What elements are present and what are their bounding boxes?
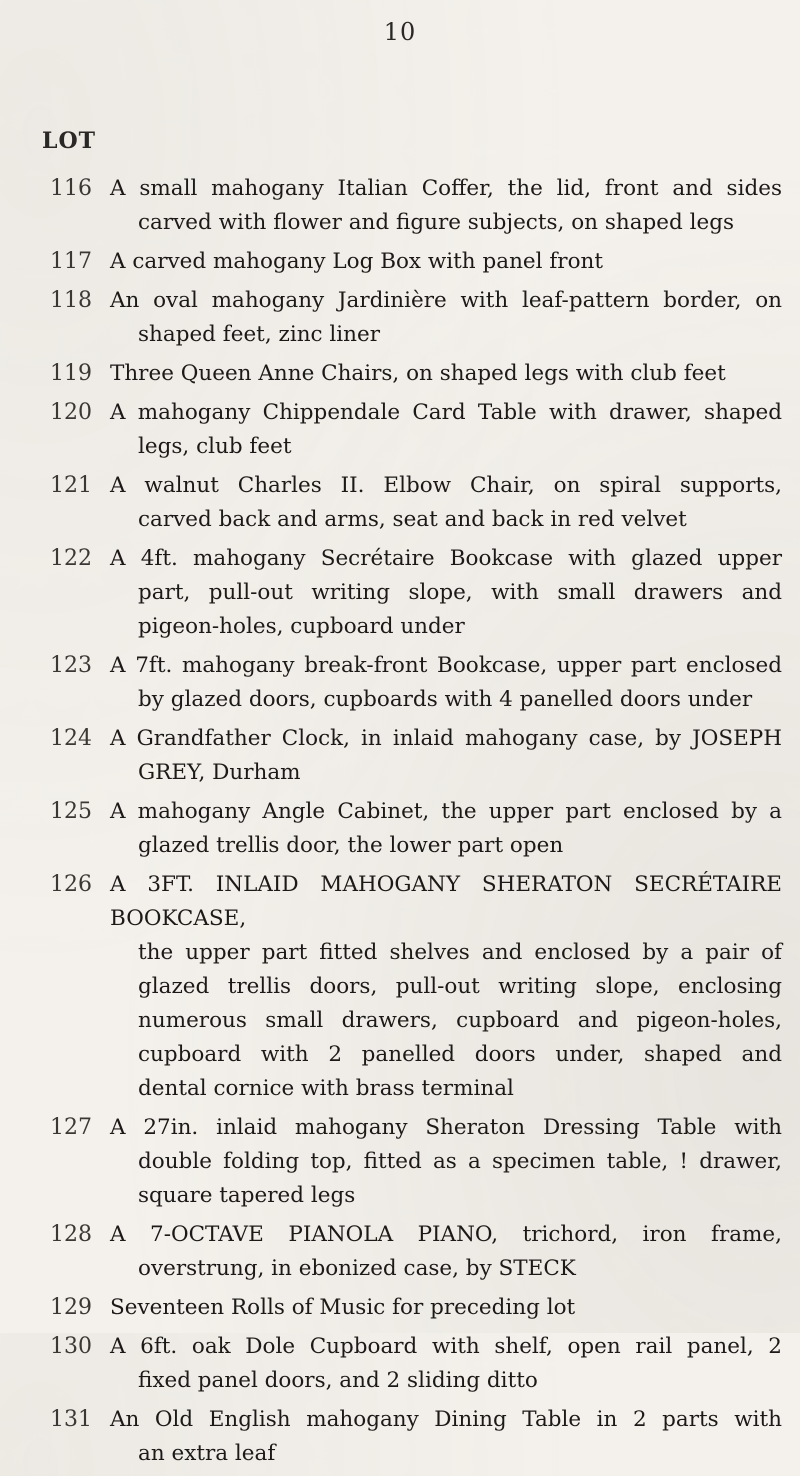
lot-description-line: Seventeen Rolls of Music for preceding lot: [110, 1295, 576, 1320]
page-number: 10: [383, 18, 417, 46]
lot-description-line: an extra leaf: [138, 1441, 276, 1466]
lot-description-line: A small mahogany Italian Coffer, the lid, front and sides: [110, 176, 782, 201]
lot-entry: [30, 172, 790, 240]
lot-number: 124: [50, 726, 92, 751]
lot-description: [110, 868, 790, 1106]
lot-description: [110, 245, 790, 279]
lot-description: [110, 172, 790, 240]
lot-description: [110, 542, 790, 644]
lot-description: [110, 1330, 790, 1398]
lot-description: [110, 396, 790, 464]
lot-description-line: legs, club feet: [138, 434, 292, 459]
lot-number: 130: [50, 1334, 92, 1359]
lot-number: 119: [50, 361, 92, 386]
lot-description-line: An oval mahogany Jardinière with leaf-pattern border, on: [110, 288, 782, 313]
lot-entry: [30, 469, 790, 537]
lot-entry: [30, 245, 790, 279]
lot-description: [110, 1291, 790, 1325]
lot-description: [110, 722, 790, 790]
lot-description-line: square tapered legs: [138, 1183, 356, 1208]
lot-description-line: An Old English mahogany Dining Table in 2 parts with: [110, 1407, 782, 1432]
lot-number: 117: [50, 249, 92, 274]
lot-description: [110, 469, 790, 537]
lot-description-line: carved back and arms, seat and back in red velvet: [138, 507, 687, 532]
lot-description: [110, 357, 790, 391]
lot-number: 116: [50, 176, 92, 201]
lot-description-line: A 27in. inlaid mahogany Sheraton Dressing Table with: [110, 1115, 782, 1140]
lot-description-line: the upper part fitted shelves and enclosed by a pair of: [138, 940, 782, 965]
lot-description-line: A 7ft. mahogany break-front Bookcase, upper part enclosed: [110, 653, 782, 678]
lot-description-line: A 4ft. mahogany Secrétaire Bookcase with glazed upper: [110, 546, 782, 571]
lot-entry: [30, 1291, 790, 1325]
lot-entry: [30, 357, 790, 391]
lot-description-line: A carved mahogany Log Box with panel front: [110, 249, 604, 274]
lot-description-line: pigeon-holes, cupboard under: [138, 614, 465, 639]
lot-number: 129: [50, 1295, 92, 1320]
lot-number: 118: [50, 288, 92, 313]
lot-description-line: A walnut Charles II. Elbow Chair, on spiral supports,: [110, 473, 782, 498]
lot-description-line: glazed trellis door, the lower part open: [138, 833, 564, 858]
lot-number: 122: [50, 546, 92, 571]
lot-description-line: dental cornice with brass terminal: [138, 1076, 514, 1101]
lot-entry: [30, 868, 790, 1106]
lot-entry: [30, 542, 790, 644]
lot-entry: [30, 649, 790, 717]
lot-description-line: fixed panel doors, and 2 sliding ditto: [138, 1368, 538, 1393]
lot-description: [110, 284, 790, 352]
lot-entry: [30, 722, 790, 790]
lot-description-line: A 6ft. oak Dole Cupboard with shelf, open rail panel, 2: [110, 1334, 782, 1359]
lot-number: 127: [50, 1115, 92, 1140]
lot-description: [110, 1403, 790, 1471]
lot-entry: [30, 1111, 790, 1213]
lot-description-line: A mahogany Chippendale Card Table with drawer, shaped: [110, 400, 782, 425]
lot-description-line: Three Queen Anne Chairs, on shaped legs with club feet: [110, 361, 726, 386]
lot-entry: [30, 1330, 790, 1398]
lot-entry: [30, 284, 790, 352]
lot-description-line: shaped feet, zinc liner: [138, 322, 381, 347]
lot-description-line: overstrung, in ebonized case, by STECK: [138, 1256, 576, 1281]
lot-column-header: LOT: [42, 128, 97, 154]
lot-description: [110, 1111, 790, 1213]
lot-description-line: part, pull-out writing slope, with small drawers and: [138, 580, 782, 605]
lot-description: [110, 1218, 790, 1286]
lot-number: 128: [50, 1222, 92, 1247]
lot-description-line: A Grandfather Clock, in inlaid mahogany case, by JOSEPH: [110, 726, 782, 751]
lot-description-line: A mahogany Angle Cabinet, the upper part enclosed by a: [110, 799, 782, 824]
lot-description-line: carved with flower and figure subjects, on shaped legs: [138, 210, 734, 235]
lot-description-line: glazed trellis doors, pull-out writing slope, enclosing: [138, 974, 782, 999]
lot-number: 131: [50, 1407, 92, 1432]
lot-description-line: cupboard with 2 panelled doors under, shaped and: [138, 1042, 782, 1067]
lot-entry: [30, 795, 790, 863]
lot-list: [30, 172, 790, 1476]
lot-number: 123: [50, 653, 92, 678]
lot-description-line: A 7-OCTAVE PIANOLA PIANO, trichord, iron frame,: [110, 1222, 782, 1247]
lot-entry: [30, 1218, 790, 1286]
lot-description-line: double folding top, fitted as a specimen table, ! drawer,: [138, 1149, 782, 1174]
lot-description-line: by glazed doors, cupboards with 4 panelled doors under: [138, 687, 753, 712]
lot-number: 121: [50, 473, 92, 498]
lot-entry: [30, 396, 790, 464]
lot-description: [110, 649, 790, 717]
lot-number: 126: [50, 872, 92, 897]
lot-number: 125: [50, 799, 92, 824]
lot-description-line: GREY, Durham: [138, 760, 301, 785]
lot-description-line: A 3FT. INLAID MAHOGANY SHERATON SECRÉTAIRE BOOKCASE,: [110, 872, 782, 931]
lot-description: [110, 795, 790, 863]
lot-description-line: numerous small drawers, cupboard and pigeon-holes,: [138, 1008, 782, 1033]
lot-number: 120: [50, 400, 92, 425]
lot-entry: [30, 1403, 790, 1471]
